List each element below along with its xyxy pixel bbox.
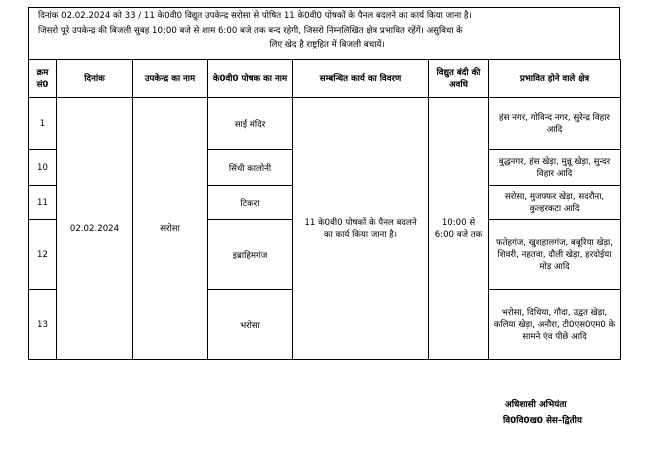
work-description-cell: 11 के0वी0 पोषकों के पैनल बदलने का कार्य किया जाना है। xyxy=(293,98,429,360)
header-sn: क्रम सं0 xyxy=(29,60,57,98)
header-feeder: के0वी0 पोषक का नाम xyxy=(208,60,293,98)
feeder-cell: सिंधी कालोनी xyxy=(208,150,293,186)
row-sn: 13 xyxy=(29,290,57,360)
header-substation: उपकेन्द्र का नाम xyxy=(133,60,208,98)
signature-office: वि0वि0ख0 सेस–द्वितीय xyxy=(503,416,582,426)
notice-line-1: दिनांक 02.02.2024 को 33 / 11 के0वी0 विद्युत उपकेन्द्र सरोसा से पोषित 11 के0वी0 पोषकों के पैनल बदलने का कार्य किया जाना है। xyxy=(38,11,472,21)
row-sn: 1 xyxy=(29,98,57,150)
header-areas: प्रभावित होने वाले क्षेत्र xyxy=(489,60,621,98)
feeder-cell: भरोसा xyxy=(208,290,293,360)
row-sn: 10 xyxy=(29,150,57,186)
notice-line-2: जिसरो पूरे उपकेन्द्र की बिजली सुबह 10:00 बजे से शाम 6:00 बजे तक बन्द रहेगी, जिसरो निम्नलिखित क्षेत्र प्रभावित रहेंगें। असुविधा के xyxy=(38,25,463,36)
header-outage: विद्युत बंदी की अवधि xyxy=(429,60,489,98)
affected-areas-cell: सरोसा, मुजफ्फर खेड़ा, सदरौना, कुल्हरकटा आदि xyxy=(489,186,621,220)
row-sn: 12 xyxy=(29,220,57,290)
affected-areas-cell: हंस नगर, गोविन्द नगर, सुरेन्द्र विहार आदि xyxy=(489,98,621,150)
outage-table xyxy=(28,59,621,360)
header-work: सम्बन्धित कार्य का विवरण xyxy=(293,60,429,98)
substation-cell: सरोसा xyxy=(133,98,208,360)
signature-title: अधिशासी अभियंता xyxy=(505,400,567,410)
header-date: दिनांक xyxy=(57,60,133,98)
notice-line-3: लिए खेद है राष्ट्रहित में बिजली बचायें। xyxy=(269,40,385,50)
feeder-cell: साईं मंदिर xyxy=(208,98,293,150)
affected-areas-cell: बुद्धनगर, हंस खेड़ा, मुन्नू खेड़ा, सुन्दर विहार आदि xyxy=(489,150,621,186)
row-sn: 11 xyxy=(29,186,57,220)
date-cell: 02.02.2024 xyxy=(57,98,133,360)
feeder-cell: इब्राहिमगंज xyxy=(208,220,293,290)
affected-areas-cell: भरोसा, दिधिया, गौदा, उद्वत खेड़ा, कलिया खेड़ा, अनौरा, टी0एस0एम0 के सामने एंव पीछे आदि xyxy=(489,290,621,360)
notice-paragraph xyxy=(28,7,620,59)
table-header-row xyxy=(29,60,621,98)
feeder-cell: टिकरा xyxy=(208,186,293,220)
affected-areas-cell: फतेहगंज, खुशहालगंज, बबूरिया खेड़ा, शिवरी, नहतवा, दौली खेड़ा, हरदोईया मोड़ आदि xyxy=(489,220,621,290)
table-row xyxy=(29,98,621,150)
outage-duration-cell: 10:00 से 6:00 बजे तक xyxy=(429,98,489,360)
